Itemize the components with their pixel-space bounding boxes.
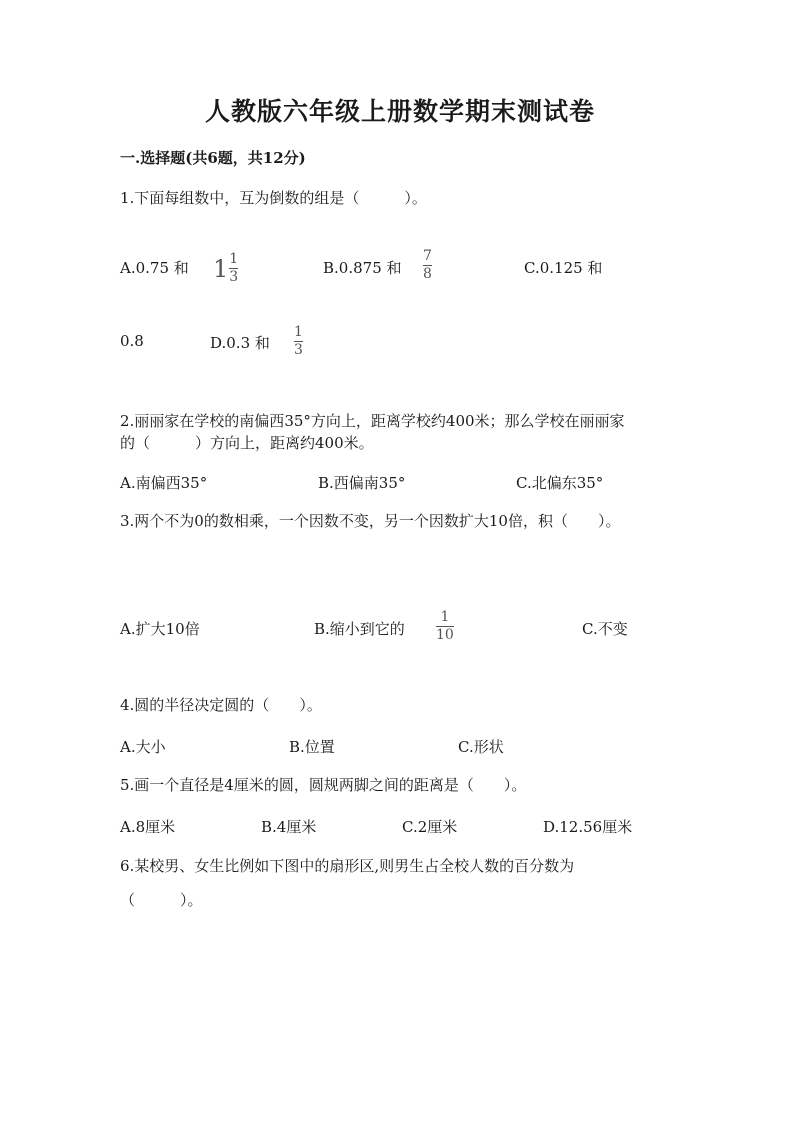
denominator: 8 bbox=[423, 266, 432, 282]
question-6-line-1: 6.某校男、女生比例如下图中的扇形区,则男生占全校人数的百分数为 bbox=[120, 857, 575, 875]
question-6-line-2: （ ）。 bbox=[120, 891, 203, 909]
q3-option-c: C.不变 bbox=[582, 620, 628, 638]
numerator: 1 bbox=[294, 324, 303, 340]
q5-option-a: A.8厘米 bbox=[120, 818, 176, 836]
q4-option-b: B.位置 bbox=[289, 738, 335, 756]
question-1: 1.下面每组数中，互为倒数的组是（ ）。 bbox=[120, 189, 427, 207]
mixed-whole: 1 bbox=[213, 254, 229, 283]
q1-option-d: D.0.3 和 bbox=[210, 334, 270, 352]
q1-option-c-continued: 0.8 bbox=[120, 332, 144, 350]
q4-option-c: C.形状 bbox=[458, 738, 504, 756]
q1-option-a-mixed-number bbox=[213, 252, 238, 285]
question-2-line-2: 的（ ）方向上，距离约400米。 bbox=[120, 434, 374, 452]
q3-option-b: B.缩小到它的 bbox=[314, 620, 405, 638]
q5-option-d: D.12.56厘米 bbox=[543, 818, 633, 836]
question-4: 4.圆的半径决定圆的（ ）。 bbox=[120, 696, 322, 714]
q2-option-c: C.北偏东35° bbox=[516, 474, 604, 492]
numerator: 1 bbox=[440, 609, 450, 625]
q2-option-b: B.西偏南35° bbox=[318, 474, 406, 492]
q3-option-b-fraction bbox=[436, 610, 454, 643]
numerator: 1 bbox=[229, 251, 239, 267]
q5-option-c: C.2厘米 bbox=[402, 818, 458, 836]
numerator: 7 bbox=[423, 248, 432, 264]
q5-option-b: B.4厘米 bbox=[261, 818, 317, 836]
denominator: 3 bbox=[229, 269, 239, 285]
q1-option-d-fraction bbox=[294, 325, 303, 358]
denominator: 10 bbox=[436, 627, 454, 643]
section-heading: 一.选择题(共6题，共12分) bbox=[120, 149, 306, 167]
question-3: 3.两个不为0的数相乘，一个因数不变，另一个因数扩大10倍，积（ ）。 bbox=[120, 512, 621, 530]
page-title: 人教版六年级上册数学期末测试卷 bbox=[204, 97, 595, 126]
q3-option-a: A.扩大10倍 bbox=[120, 620, 200, 638]
q1-option-a: A.0.75 和 bbox=[120, 259, 189, 277]
q4-option-a: A.大小 bbox=[120, 738, 166, 756]
denominator: 3 bbox=[294, 342, 303, 358]
question-2-line-1: 2.丽丽家在学校的南偏西35°方向上，距离学校约400米；那么学校在丽丽家 bbox=[120, 412, 625, 430]
question-5: 5.画一个直径是4厘米的圆，圆规两脚之间的距离是（ ）。 bbox=[120, 776, 527, 794]
q1-option-b-fraction bbox=[423, 249, 432, 282]
q1-option-c: C.0.125 和 bbox=[524, 259, 603, 277]
q1-option-b: B.0.875 和 bbox=[323, 259, 402, 277]
fraction bbox=[229, 252, 238, 285]
q2-option-a: A.南偏西35° bbox=[120, 474, 208, 492]
